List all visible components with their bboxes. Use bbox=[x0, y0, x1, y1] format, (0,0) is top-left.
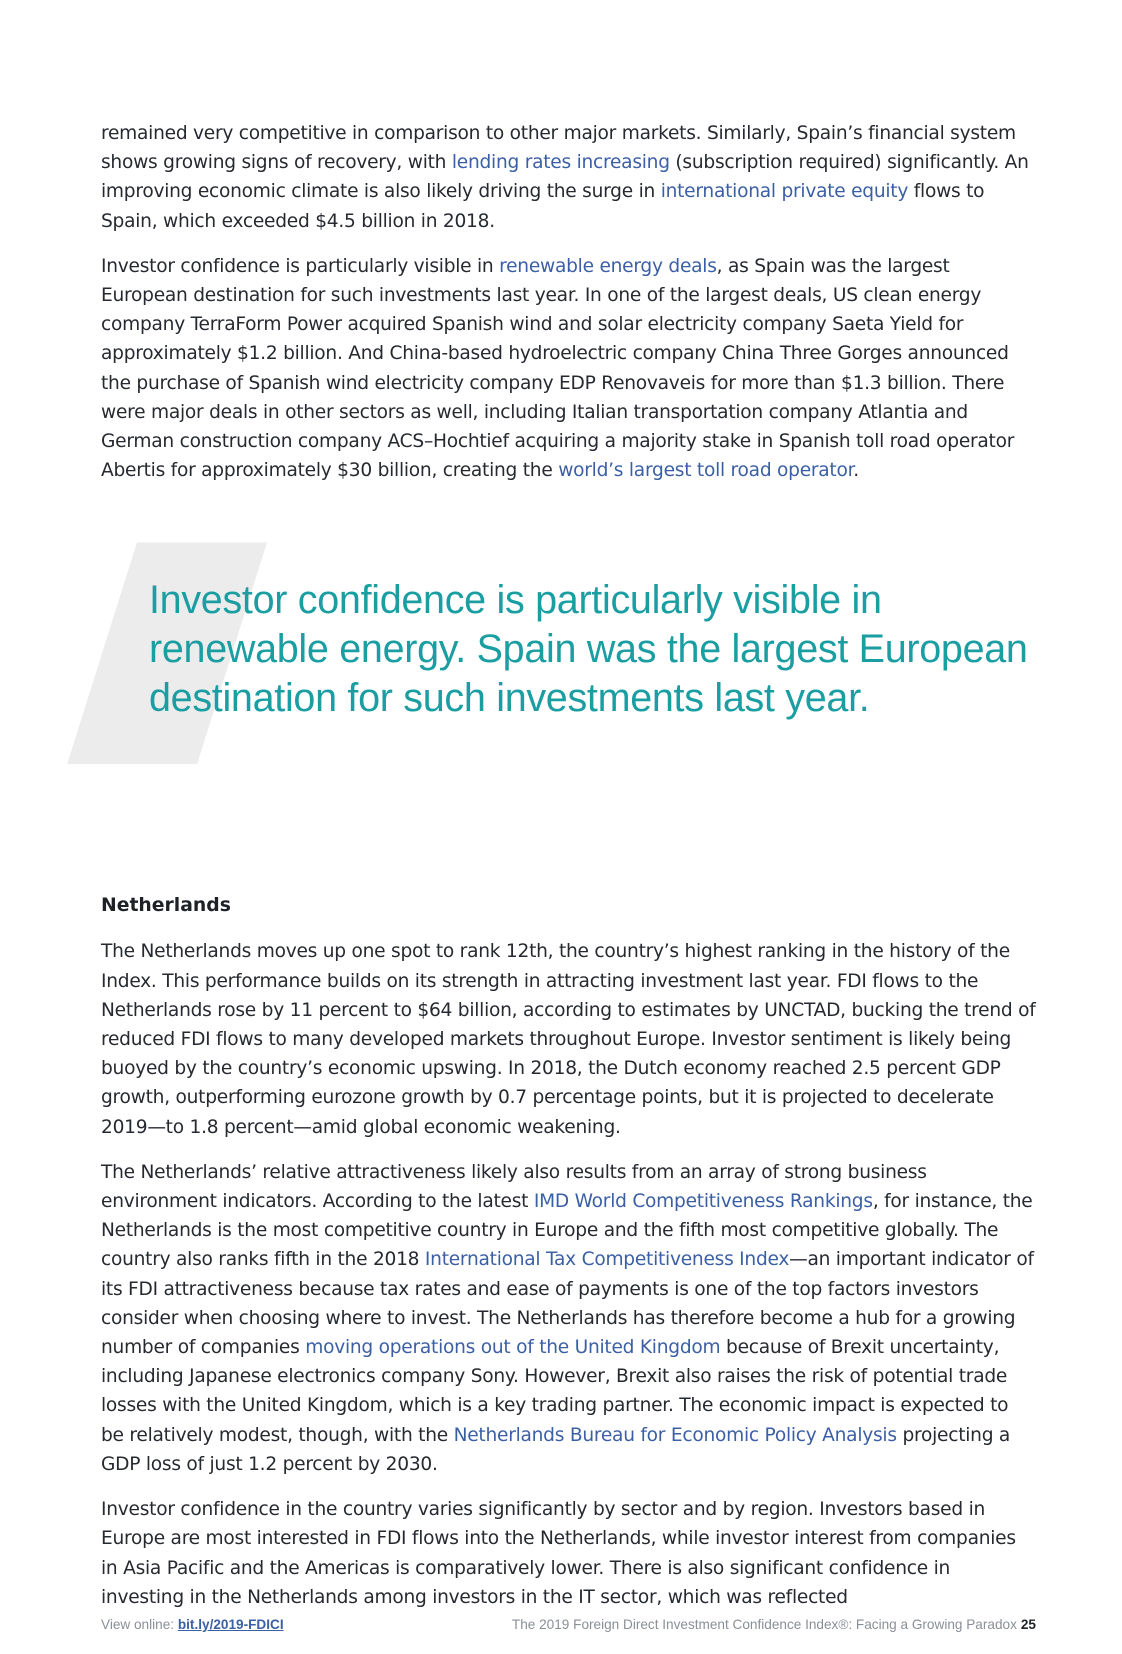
paragraph-spain-finance: remained very competitive in comparison to other major markets. Similarly, Spain’s financial system shows growing signs of recovery, with lending rates increasing (subscription required) significantly. An improving economic climate is also likely driving the surge in international private equity flows to Spain, which exceeded $4.5 billion in 2018. bbox=[101, 123, 1029, 232]
link-international-tax-index[interactable]: International Tax Competitiveness Index bbox=[424, 1249, 790, 1271]
page-number: 25 bbox=[1020, 1617, 1036, 1632]
page-footer bbox=[101, 1617, 1036, 1635]
paragraph-netherlands-attractiveness: The Netherlands’ relative attractiveness likely also results from an array of strong business environment indicators. According to the latest IMD World Competitiveness Rankings, for instance, the Netherlands is the most competitive country in Europe and the fifth most competitive globally. The country also ranks fifth in the 2018 International Tax Competitiveness Index—an important indicator of its FDI attractiveness because tax rates and ease of payments is one of the top factors investors consider when choosing where to invest. The Netherlands has therefore become a hub for a growing number of companies moving operations out of the United Kingdom because of Brexit uncertainty, including Japanese electronics company Sony. However, Brexit also raises the risk of potential trade losses with the United Kingdom, which is a key trading partner. The economic impact is expected to be relatively modest, though, with the Netherlands Bureau for Economic Policy Analysis projecting a GDP loss of just 1.2 percent by 2030. bbox=[101, 1161, 1034, 1475]
link-imd-rankings[interactable]: IMD World Competitiveness Rankings bbox=[533, 1191, 873, 1213]
link-netherlands-bureau[interactable]: Netherlands Bureau for Economic Policy Analysis bbox=[453, 1424, 897, 1446]
paragraph-netherlands-rank: The Netherlands moves up one spot to rank 12th, the country’s highest ranking in the history of the Index. This performance builds on its strength in attracting investment last year. FDI flows to the Netherlands rose by 11 percent to $64 billion, according to estimates by UNCTAD, bucking the trend of reduced FDI flows to many developed markets throughout Europe. Investor sentiment is likely being buoyed by the country’s economic upswing. In 2018, the Dutch economy reached 2.5 percent GDP growth, outperforming eurozone growth by 0.7 percentage points, but it is projected to decelerate 2019—to 1.8 percent—amid global economic weakening. bbox=[101, 941, 1036, 1138]
paragraph-netherlands-sectors: Investor confidence in the country varies significantly by sector and by region. Investors based in Europe are most interested in FDI flows into the Netherlands, while investor interest from companies in Asia Pacific and the Americas is comparatively lower. There is also significant confidence in investing in the Netherlands among investors in the IT sector, which was reflected bbox=[101, 1499, 1016, 1608]
paragraph-spain-renewables: Investor confidence is particularly visible in renewable energy deals, as Spain was the largest European destination for such investments last year. In one of the largest deals, US clean energy company TerraForm Power acquired Spanish wind and solar electricity company Saeta Yield for approximately $1.2 billion. And China-based hydroelectric company China Three Gorges announced the purchase of Spanish wind electricity company EDP Renovaveis for more than $1.3 billion. There were major deals in other sectors as well, including Italian transportation company Atlantia and German construction company ACS–Hochtief acquiring a majority stake in Spanish toll road operator Abertis for approximately $30 billion, creating the world’s largest toll road operator. bbox=[101, 255, 1015, 482]
footer-view-online: View online: bit.ly/2019-FDICI bbox=[101, 1617, 284, 1632]
footer-link[interactable]: bit.ly/2019-FDICI bbox=[177, 1617, 284, 1632]
link-renewable-energy-deals[interactable]: renewable energy deals bbox=[499, 255, 717, 277]
footer-title: The 2019 Foreign Direct Investment Confidence Index®: Facing a Growing Paradox 25 bbox=[511, 1617, 1036, 1632]
article-body bbox=[101, 119, 1036, 1628]
section-heading-netherlands: Netherlands bbox=[101, 895, 231, 917]
link-lending-rates[interactable]: lending rates increasing bbox=[451, 152, 670, 174]
pull-quote-text: Investor confidence is particularly visible in renewable energy. Spain was the largest European destination for such investments last year. bbox=[149, 578, 1028, 721]
link-international-private-equity[interactable]: international private equity bbox=[660, 181, 909, 203]
pull-quote bbox=[101, 542, 1036, 764]
link-moving-operations-uk[interactable]: moving operations out of the United Kingdom bbox=[305, 1337, 721, 1359]
link-worlds-largest-toll-road-operator[interactable]: world’s largest toll road operator bbox=[558, 460, 854, 482]
